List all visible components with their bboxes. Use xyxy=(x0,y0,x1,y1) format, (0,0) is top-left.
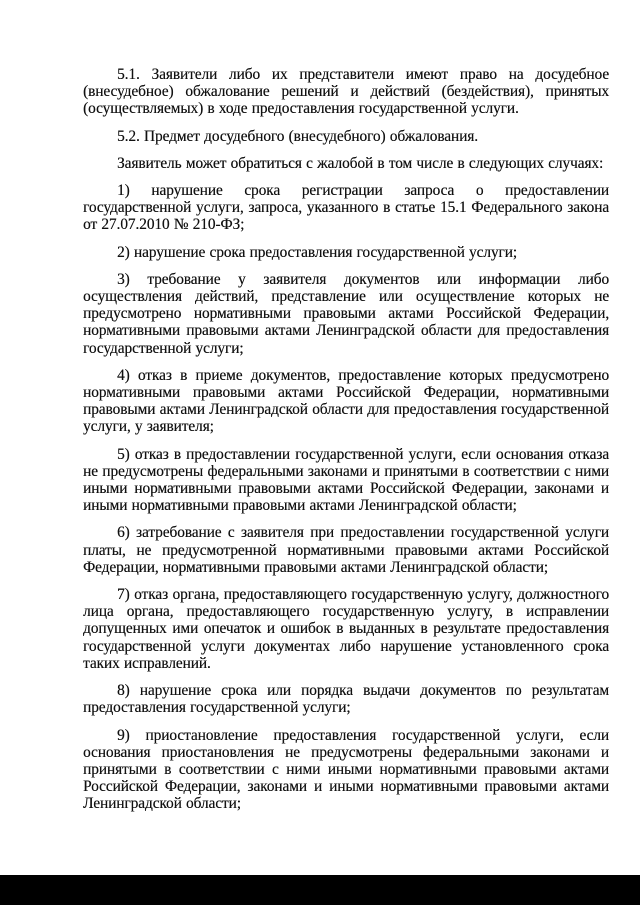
document-body xyxy=(83,66,609,822)
list-item-4: 4) отказ в приеме документов, предоставление которых предусмотрено нормативными правовыми актами Российской Федерации, нормативными правовыми актами Ленинградской области для предоставления государственной услуги, у заявителя; xyxy=(83,366,609,436)
list-item-7: 7) отказ органа, предоставляющего государственную услугу, должностного лица органа, предоставляющего государственную услугу, в исправлении допущенных ими опечаток и ошибок в выданных в результате предоставления государственной услуги документах либо нарушение установленного срока таких исправлений. xyxy=(83,586,609,672)
list-item-6: 6) затребование с заявителя при предоставлении государственной услуги платы, не предусмотренной нормативными правовыми актами Российской Федерации, нормативными правовыми актами Ленинградской области; xyxy=(83,524,609,576)
list-item-5: 5) отказ в предоставлении государственной услуги, если основания отказа не предусмотрены федеральными законами и принятыми в соответствии с ними иными нормативными правовыми актами Российской Федерации, законами и иными нормативными правовыми актами Ленинградской области; xyxy=(83,445,609,515)
list-item-2: 2) нарушение срока предоставления государственной услуги; xyxy=(117,243,517,261)
list-item-1: 1) нарушение срока регистрации запроса о предоставлении государственной услуги, запроса, указанного в статье 15.1 Федерального закона от 27.07.2010 № 210-ФЗ; xyxy=(83,182,609,234)
paragraph-5-1: 5.1. Заявители либо их представители имеют право на досудебное (внесудебное) обжалование решений и действий (бездействия), принятых (осуществляемых) в ходе предоставления государственной услуги. xyxy=(83,66,609,118)
paragraph-intro: Заявитель может обратиться с жалобой в том числе в следующих случаях: xyxy=(117,154,604,172)
list-item-9: 9) приостановление предоставления государственной услуги, если основания приостановления не предусмотрены федеральными законами и принятыми в соответствии с ними иными нормативными правовыми актами Российской Федерации, законами и иными нормативными правовыми актами Ленинградской области; xyxy=(83,726,609,813)
paragraph-5-2: 5.2. Предмет досудебного (внесудебного) обжалования. xyxy=(117,127,478,145)
list-item-8: 8) нарушение срока или порядка выдачи документов по результатам предоставления государственной услуги; xyxy=(83,682,609,717)
list-item-3: 3) требование у заявителя документов или информации либо осуществления действий, представление или осуществление которых не предусмотрено нормативными правовыми актами Российской Федерации, нормативными правовыми актами Ленинградской области для предоставления государственной услуги; xyxy=(83,270,609,357)
scan-bottom-border xyxy=(0,875,640,905)
